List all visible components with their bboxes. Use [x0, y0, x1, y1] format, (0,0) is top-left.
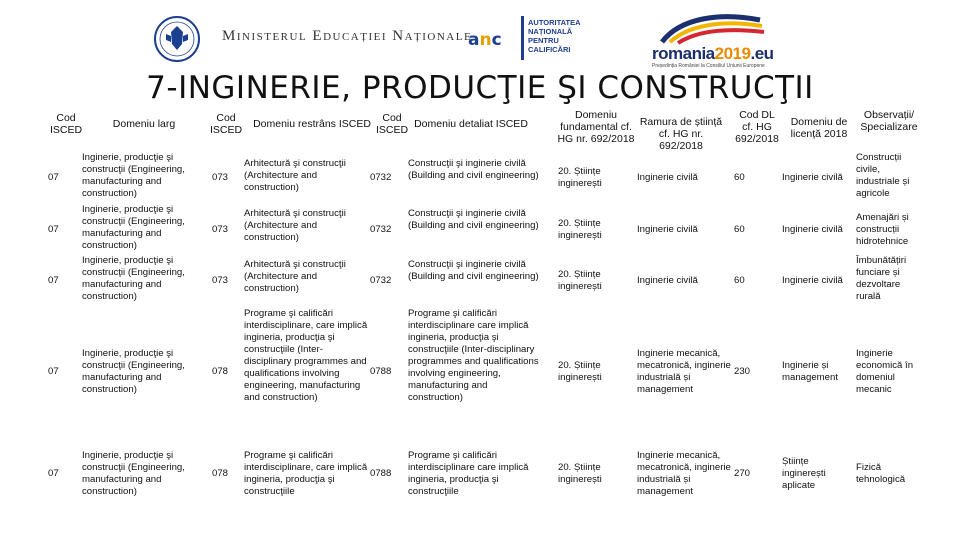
header-cod-isced-1: Cod ISCED	[49, 112, 83, 136]
table-row	[48, 255, 960, 307]
cod-isced-3-cell: 0732	[370, 224, 392, 235]
observatii-cell: Construcții civile, industriale și agricole	[856, 152, 910, 199]
domeniu-licenta-cell: Științe inginerești aplicate	[782, 456, 826, 491]
ramura-cell: Inginerie civilă	[637, 224, 698, 235]
header-domeniu-detaliat: Domeniu detaliat ISCED	[414, 118, 528, 130]
domeniu-licenta-cell: Inginerie civilă	[782, 172, 843, 183]
table-row	[48, 152, 960, 204]
header-ramura: Ramura de știință cf. HG nr. 692/2018	[639, 116, 723, 152]
table-row	[48, 438, 960, 510]
cod-dl-cell: 60	[734, 224, 745, 235]
cod-dl-cell: 270	[734, 468, 751, 479]
cod-isced-cell: 07	[48, 275, 59, 286]
table-row	[48, 308, 960, 436]
header-cod-isced-3: Cod ISCED	[375, 112, 409, 136]
ramura-cell: Inginerie mecanică, mecatronică, inginerie industrială și management	[637, 348, 731, 395]
domeniu-fundamental-cell: 20. Științe inginerești	[558, 166, 602, 189]
cod-dl-cell: 60	[734, 275, 745, 286]
page-title: 7-INGINERIE, PRODUCŢIE ŞI CONSTRUCŢII	[146, 70, 814, 106]
domeniu-larg-cell: Inginerie, producţie şi construcţii (Engineering, manufacturing and construction)	[82, 204, 185, 251]
domeniu-restrans-cell: Arhitectură şi construcţii (Architecture and construction)	[244, 259, 346, 294]
header-domeniu-licenta: Domeniu de licență 2018	[790, 116, 848, 140]
domeniu-detaliat-cell: Construcţii şi inginerie civilă (Building and civil engineering)	[408, 158, 539, 181]
cod-isced-2-cell: 073	[212, 172, 229, 183]
domeniu-restrans-cell: Programe şi calificări interdisciplinare, care implică ingineria, producţia şi construcţiile (Inter-disciplinary programmes and qualifications involving engineering, manufacturing and construction)	[244, 308, 368, 403]
domeniu-larg-cell: Inginerie, producţie şi construcţii (Engineering, manufacturing and construction)	[82, 348, 185, 395]
header-domeniu-larg: Domeniu larg	[112, 118, 176, 130]
cod-isced-cell: 07	[48, 366, 59, 377]
observatii-cell: Inginerie economică în domeniul mecanic	[856, 348, 914, 395]
domeniu-larg-cell: Inginerie, producţie şi construcţii (Engineering, manufacturing and construction)	[82, 255, 185, 302]
cod-dl-cell: 60	[734, 172, 745, 183]
domeniu-fundamental-cell: 20. Științe inginerești	[558, 462, 602, 485]
data-table	[48, 148, 960, 538]
header-cod-dl: Cod DL cf. HG 692/2018	[735, 109, 779, 145]
header-cod-isced-2: Cod ISCED	[209, 112, 243, 136]
cod-isced-2-cell: 078	[212, 468, 229, 479]
domeniu-detaliat-cell: Construcţii şi inginerie civilă (Building and civil engineering)	[408, 259, 539, 282]
domeniu-larg-cell: Inginerie, producţie şi construcţii (Engineering, manufacturing and construction)	[82, 450, 185, 497]
cod-isced-3-cell: 0788	[370, 366, 392, 377]
romania-2019-subtitle: Președinția României la Consiliul Uniunii Europene	[652, 63, 765, 69]
header-domeniu-restrans: Domeniu restrâns ISCED	[253, 118, 371, 130]
domeniu-licenta-cell: Inginerie și management	[782, 360, 838, 383]
cod-isced-cell: 07	[48, 468, 59, 479]
domeniu-fundamental-cell: 20. Științe inginerești	[558, 269, 602, 292]
ramura-cell: Inginerie civilă	[637, 275, 698, 286]
observatii-cell: Amenajări și construcții hidrotehnice	[856, 212, 909, 247]
logo-bar	[0, 0, 960, 70]
romania-2019-text: romania2019.eu	[652, 44, 774, 63]
government-crest-icon	[152, 14, 216, 64]
observatii-cell: Îmbunătățiri funciare și dezvoltare rurală	[856, 255, 907, 302]
ministry-name: Ministerul Educației Naționale	[222, 28, 473, 44]
cod-isced-2-cell: 073	[212, 224, 229, 235]
cod-isced-cell: 07	[48, 224, 59, 235]
anc-name: AUTORITATEA NAȚIONALĂ PENTRU CALIFICĂRI	[528, 18, 581, 54]
observatii-cell: Fizică tehnologică	[856, 462, 906, 485]
domeniu-fundamental-cell: 20. Științe inginerești	[558, 360, 602, 383]
cod-isced-2-cell: 078	[212, 366, 229, 377]
table-row	[48, 204, 960, 256]
header-observatii: Observații/ Specializare	[860, 109, 918, 133]
domeniu-detaliat-cell: Construcţii şi inginerie civilă (Building and civil engineering)	[408, 208, 539, 231]
cod-isced-3-cell: 0732	[370, 172, 392, 183]
cod-dl-cell: 230	[734, 366, 751, 377]
cod-isced-3-cell: 0732	[370, 275, 392, 286]
cod-isced-cell: 07	[48, 172, 59, 183]
domeniu-detaliat-cell: Programe şi calificări interdisciplinare care implică ingineria, producţia şi construcţiile (Inter-disciplinary programmes and qualifications involving engineering, manufacturing and construction)	[408, 308, 539, 403]
cod-isced-3-cell: 0788	[370, 468, 392, 479]
domeniu-restrans-cell: Arhitectură şi construcţii (Architecture and construction)	[244, 208, 346, 243]
domeniu-detaliat-cell: Programe şi calificări interdisciplinare care implică ingineria, producţia şi construcţiile	[408, 450, 529, 497]
domeniu-licenta-cell: Inginerie civilă	[782, 224, 843, 235]
header-domeniu-fundamental: Domeniu fundamental cf. HG nr. 692/2018	[557, 109, 635, 145]
cod-isced-2-cell: 073	[212, 275, 229, 286]
anc-logo: anc	[468, 30, 502, 50]
domeniu-larg-cell: Inginerie, producţie şi construcţii (Engineering, manufacturing and construction)	[82, 152, 185, 199]
ramura-cell: Inginerie civilă	[637, 172, 698, 183]
domeniu-restrans-cell: Programe şi calificări interdisciplinare, care implică ingineria, producţia şi construcţiile	[244, 450, 368, 497]
domeniu-fundamental-cell: 20. Științe inginerești	[558, 218, 602, 241]
ramura-cell: Inginerie mecanică, mecatronică, inginerie industrială și management	[637, 450, 731, 497]
domeniu-restrans-cell: Arhitectură şi construcţii (Architecture and construction)	[244, 158, 346, 193]
domeniu-licenta-cell: Inginerie civilă	[782, 275, 843, 286]
anc-divider	[521, 16, 524, 60]
